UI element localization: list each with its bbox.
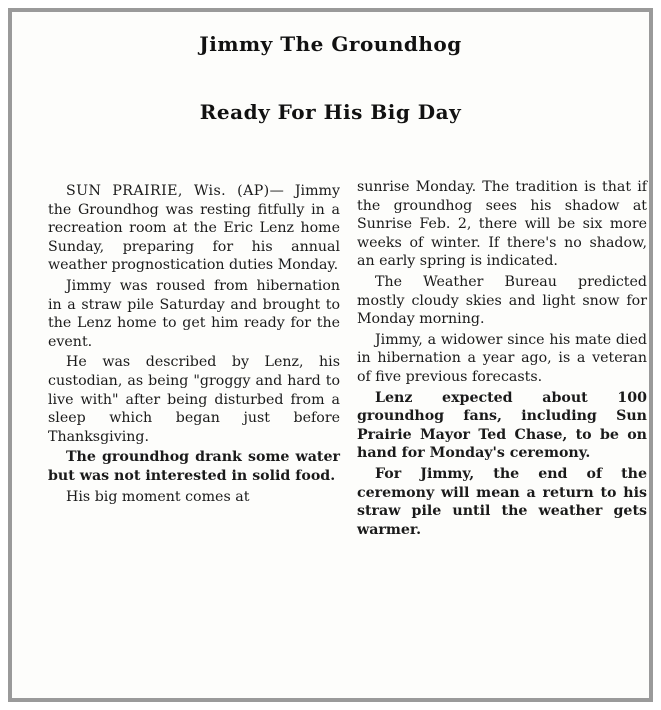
- article-paragraph-4: The groundhog drank some water but was not interested in solid food.: [48, 449, 340, 484]
- article-column-left: [48, 182, 340, 508]
- article-column-right: [357, 178, 647, 541]
- dateline: SUN PRAIRIE, Wis. (AP)—: [66, 183, 285, 199]
- article-paragraph-1-text: Jimmy the Groundhog was resting fitfully in a recreation room at the Eric Lenz home Sunday, preparing for his annual weather prognostication duties Monday.: [48, 183, 340, 274]
- article-paragraph-5: His big moment comes at: [66, 488, 250, 505]
- article-paragraph-3: He was described by Lenz, his custodian, as being "groggy and hard to live with" after being disturbed from a sleep which began just before Thanksgiving.: [48, 354, 340, 445]
- article-paragraph-1: [48, 182, 340, 275]
- headline-line-2: Ready For His Big Day: [199, 100, 462, 124]
- newspaper-clipping: [8, 8, 653, 702]
- article-paragraph-2: Jimmy was roused from hibernation in a straw pile Saturday and brought to the Lenz home to get him ready for the event.: [48, 277, 340, 350]
- article-paragraph-8: Jimmy, a widower since his mate died in hibernation a year ago, is a veteran of five previous forecasts.: [357, 331, 647, 385]
- article-paragraph-10: For Jimmy, the end of the ceremony will mean a return to his straw pile until the weather gets warmer.: [357, 465, 647, 538]
- article-paragraph-6: sunrise Monday. The tradition is that if the groundhog sees his shadow at Sunrise Feb. 2, there will be six more weeks of winter. If there's no shadow, an early spring is indicated.: [357, 179, 647, 270]
- headline-line-1: Jimmy The Groundhog: [199, 32, 462, 56]
- article-paragraph-7: The Weather Bureau predicted mostly cloudy skies and light snow for Monday morning.: [357, 273, 647, 328]
- article-paragraph-9: Lenz expected about 100 groundhog fans, including Sun Prairie Mayor Ted Chase, to be on hand for Monday's ceremony.: [357, 389, 647, 462]
